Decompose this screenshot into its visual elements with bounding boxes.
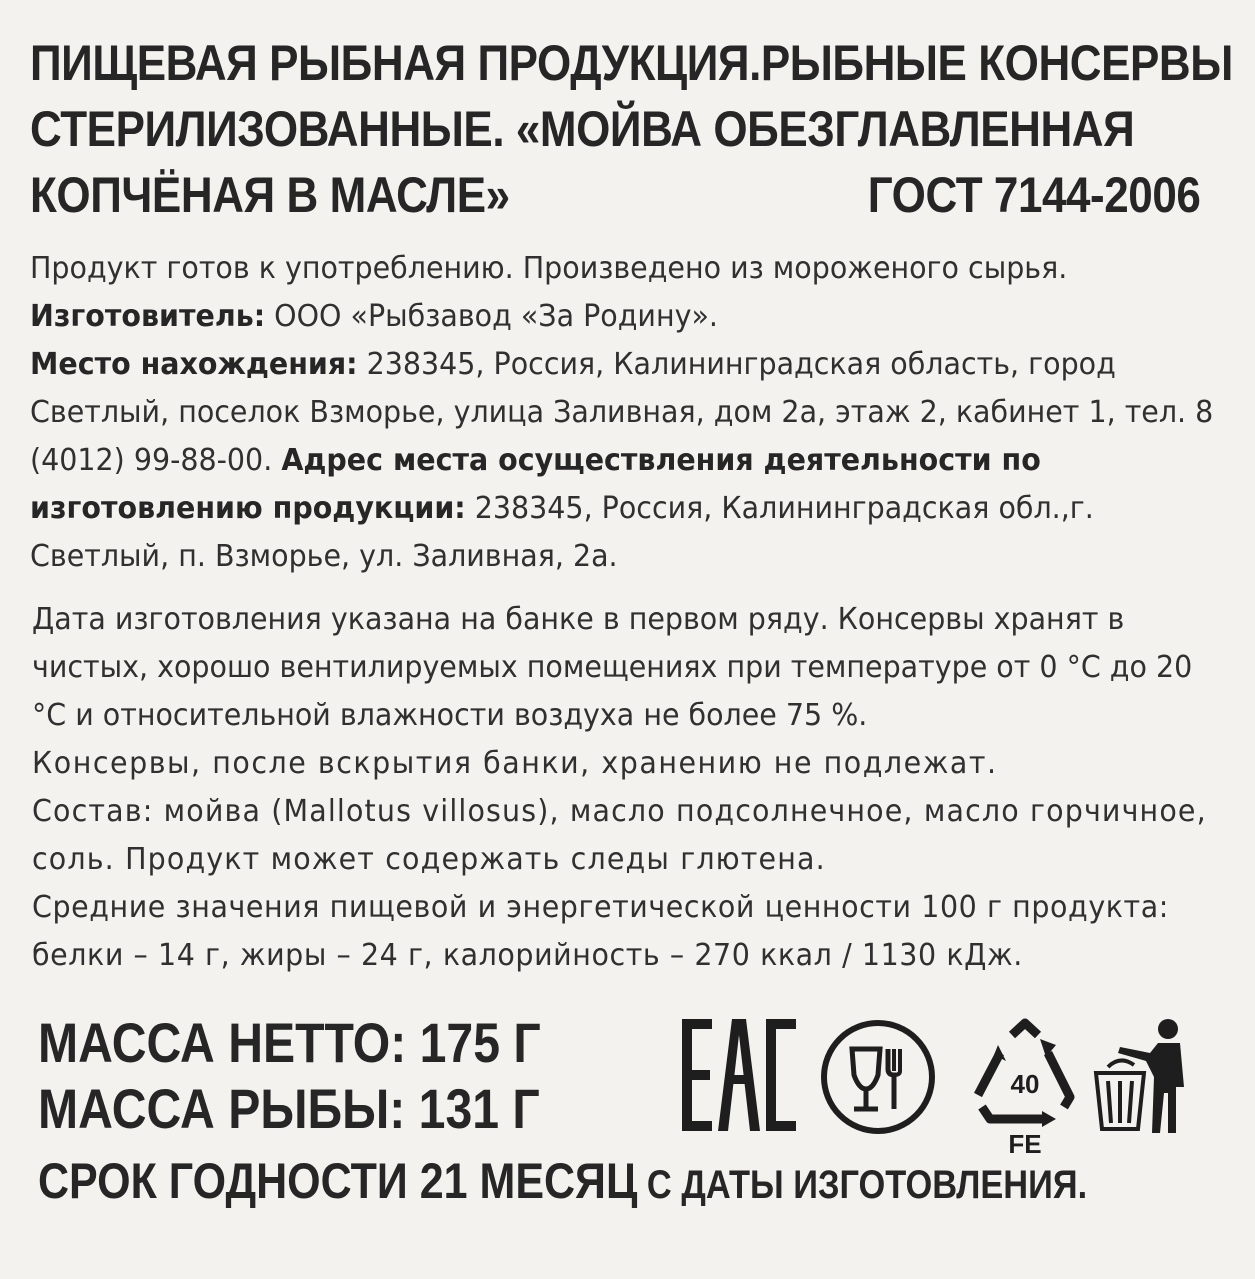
ready-to-eat-note: Продукт готов к употреблению. Произведено из мороженого сырья. (30, 251, 1068, 286)
location-paragraph (30, 341, 1227, 581)
shelf-life-main: СРОК ГОДНОСТИ 21 МЕСЯЦ (38, 1153, 638, 1209)
recycle-code: 40 (1010, 1069, 1040, 1099)
eac-mark-icon (680, 1015, 800, 1135)
heading-line-3 (30, 162, 1200, 228)
production-address-label: Адрес места осуществления деятельности по изготовлению продукции: (30, 443, 1041, 526)
food-contact-icon (818, 1017, 938, 1137)
heading-line-2: СТЕРИЛИЗОВАННЫЕ. «МОЙВА ОБЕЗГЛАВЛЕННАЯ (30, 101, 1135, 157)
location-address: 238345, Россия, Калининградская область, город Светлый, поселок Взморье, улица Заливная, дом 2а, этаж 2, кабинет 1, тел. 8 (4012) 99-88-00. (30, 347, 1214, 478)
product-heading (30, 30, 1233, 228)
composition: Состав: мойва (Mallotus villosus), масло подсолнечное, масло горчичное, соль. Продукт может содержать следы глютена. (32, 794, 1207, 877)
manufacturer-line (30, 293, 1227, 341)
manufacturer-info (30, 245, 1227, 581)
after-opening-note: Консервы, после вскрытия банки, хранению не подлежат. (32, 746, 998, 781)
location-label: Место нахождения: (30, 347, 358, 382)
heading-product-name: КОПЧЁНАЯ В МАСЛЕ» (30, 167, 510, 223)
production-address: 238345, Россия, Калининградская обл.,г. Светлый, п. Взморье, ул. Заливная, 2а. (30, 491, 1094, 574)
shelf-life-suffix: С ДАТЫ ИЗГОТОВЛЕНИЯ. (637, 1163, 1088, 1207)
fish-mass: МАССА РЫБЫ: 131 Г (38, 1077, 540, 1140)
nutrition-facts: Средние значения пищевой и энергетической ценности 100 г продукта: белки – 14 г, жиры – 24 г, калорийность – 270 ккал / 1130 кДж. (32, 890, 1169, 973)
gost-standard: ГОСТ 7144-2006 (867, 167, 1201, 223)
manufacturer-name: ООО «Рыбзавод «За Родину». (265, 299, 718, 334)
product-details (32, 596, 1229, 980)
manufacturer-label: Изготовитель: (30, 299, 266, 334)
net-mass: МАССА НЕТТО: 175 Г (38, 1011, 541, 1074)
recycle-material: FE (1008, 1129, 1042, 1155)
heading-line-1: ПИЩЕВАЯ РЫБНАЯ ПРОДУКЦИЯ.РЫБНЫЕ КОНСЕРВЫ (30, 35, 1233, 91)
recycle-icon (960, 1015, 1090, 1155)
tidyman-icon (1088, 1017, 1198, 1137)
marking-icons (680, 1015, 1200, 1165)
storage-conditions: Дата изготовления указана на банке в первом ряду. Консервы хранят в чистых, хорошо вентилируемых помещениях при температуре от 0 °С до 20 °С и относительной влажности воздуха не более 75 %. (32, 602, 1193, 733)
